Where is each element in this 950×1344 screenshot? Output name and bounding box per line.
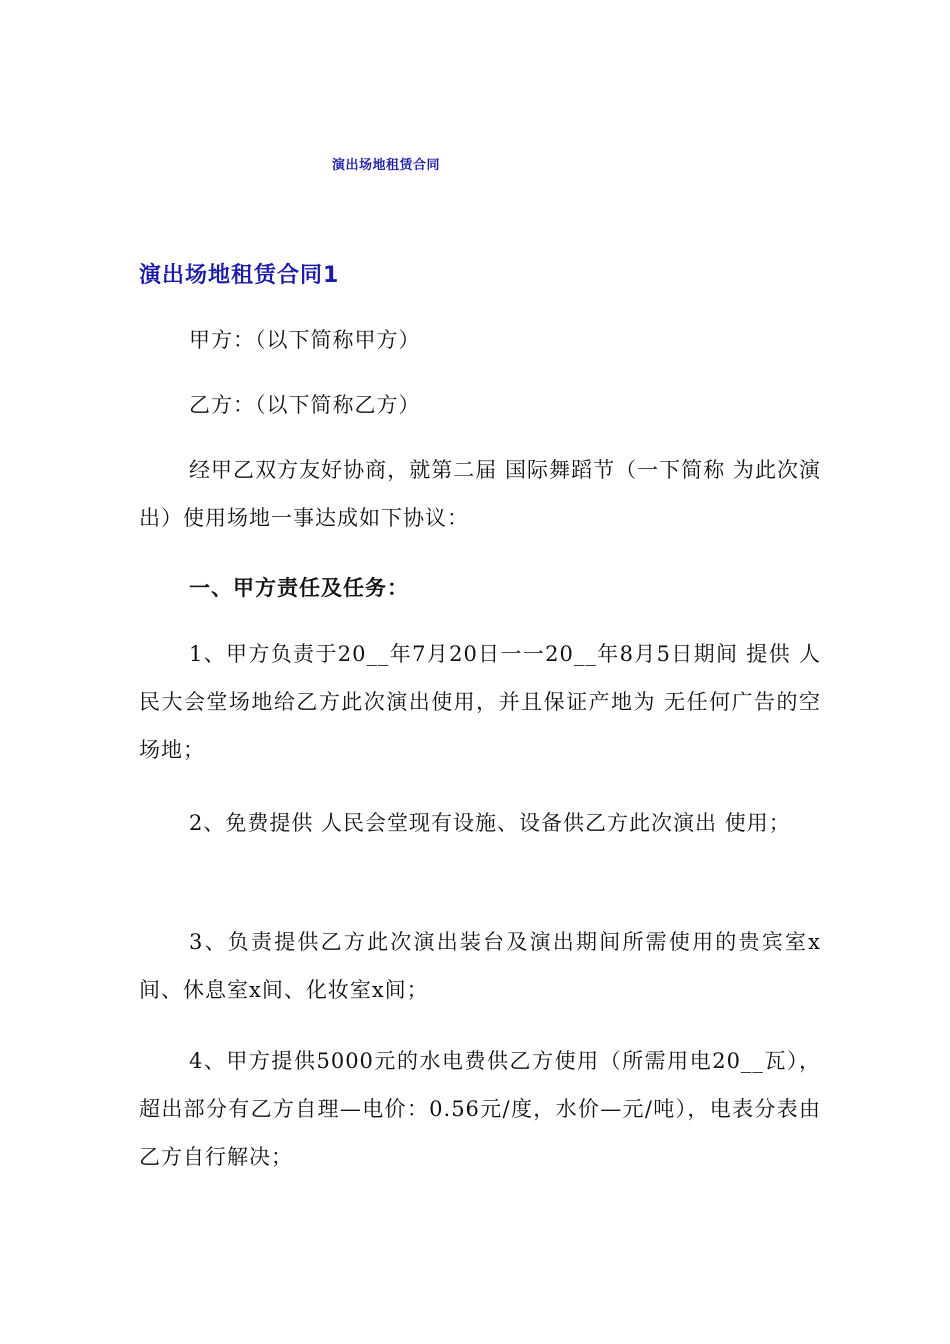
intro-paragraph: 经甲乙双方友好协商，就第二届 国际舞蹈节（一下简称 为此次演出）使用场地一事达成如下协议：	[139, 458, 821, 530]
party-a-line: 甲方：（以下简称甲方）	[189, 328, 421, 352]
document-title: 演出场地租赁合同1	[139, 263, 340, 288]
clause-3: 3、负责提供乙方此次演出装台及演出期间所需使用的贵宾室x间、休息室x间、化妆室x间；	[139, 930, 821, 1002]
page-header: 演出场地租赁合同	[331, 158, 440, 173]
party-b-line: 乙方：（以下简称乙方）	[189, 393, 421, 417]
section-heading-party-a-duties: 一、甲方责任及任务：	[189, 576, 409, 600]
clause-4: 4、甲方提供5000元的水电费供乙方使用（所需用电20__瓦），超出部分有乙方自理—电价：0.56元/度，水价—元/吨），电表分表由乙方自行解决；	[139, 1049, 821, 1169]
clause-2: 2、免费提供 人民会堂现有设施、设备供乙方此次演出 使用；	[189, 811, 791, 835]
clause-1: 1、甲方负责于20__年7月20日一一20__年8月5日期间 提供 人民大会堂场地给乙方此次演出使用，并且保证产地为 无任何广告的空场地；	[139, 642, 821, 762]
